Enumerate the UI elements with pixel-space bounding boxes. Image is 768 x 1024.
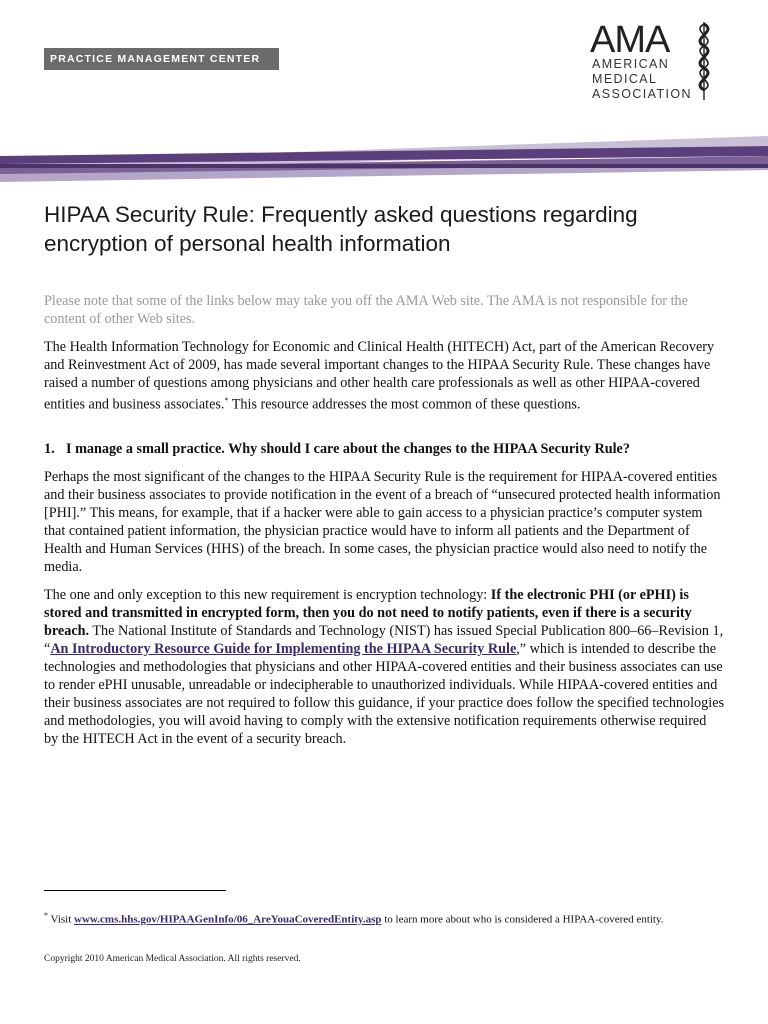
footnote-lead: Visit	[48, 913, 75, 926]
question-1-heading	[44, 440, 724, 458]
intro-text: The Health Information Technology for Economic and Clinical Health (HITECH) Act, part of the American Recovery and Reinvestment Act of 2009, has made several important changes to the HIPAA Security Rule. These changes have raised a number of questions among physicians and other health care professionals as well as other HIPAA-covered entities and business associates.	[44, 339, 715, 413]
footnote-divider	[44, 890, 226, 891]
logo-line-american: AMERICAN	[592, 57, 670, 71]
copyright-notice: Copyright 2010 American Medical Association. All rights reserved.	[44, 954, 301, 964]
logo-line-medical: MEDICAL	[592, 72, 658, 86]
paragraph2-bold: If the electronic PHI (or ePHI) is stored and transmitted in encrypted form, then you do not need to notify patients, even if there is a security breach.	[44, 586, 692, 639]
paragraph2-mid: The National Institute of Standards and Technology (NIST) has issued Special Publication 800–66–Revision 1, “	[44, 622, 724, 657]
question-number: 1.	[44, 440, 55, 457]
paragraph2-lead: The one and only exception to this new requirement is encryption technology:	[44, 586, 491, 603]
ama-logo	[588, 20, 728, 104]
question-text: I manage a small practice. Why should I care about the changes to the HIPAA Security Rule?	[66, 440, 630, 457]
nist-guide-link[interactable]: An Introductory Resource Guide for Implementing the HIPAA Security Rule	[50, 640, 517, 657]
decorative-stripe-band	[0, 134, 768, 190]
logo-line-association: ASSOCIATION	[592, 87, 692, 101]
paragraph2-tail: ,” which is intended to describe the technologies and methodologies that physicians and other HIPAA-covered entities and their business associates can use to render ePHI unusable, unreadable or indecipherable to unauthorized individuals. While HIPAA-covered entities and their business associates are not required to follow this guidance, if your practice does follow the specified technologies and methodologies, you will avoid having to comply with the extensive notification requirements otherwise required by the HITECH Act in the event of a security breach.	[44, 640, 725, 747]
intro-text-after: This resource addresses the most common of these questions.	[228, 396, 581, 413]
offsite-links-note: Please note that some of the links below may take you off the AMA Web site. The AMA is not responsible for the content of other Web sites.	[44, 293, 688, 327]
answer-paragraph-1: Perhaps the most significant of the changes to the HIPAA Security Rule is the requirement for HIPAA-covered entities and their business associates to provide notification in the event of a breach of “unsecured protected health information [PHI].” This means, for example, that if a hacker were able to gain access to a physician practice’s computer system that contained patient information, the physician practice would have to inform all patients and the Department of Health and Human Services (HHS) of the breach. In some cases, the physician practice would also need to notify the media.	[44, 468, 721, 575]
footnote-tail: to learn more about who is considered a HIPAA-covered entity.	[381, 913, 664, 926]
footnote-ref: *	[224, 396, 229, 405]
logo-acronym: AMA	[590, 19, 670, 61]
document-title: HIPAA Security Rule: Frequently asked questions regarding encryption of personal health information	[44, 202, 638, 256]
intro-paragraph	[44, 338, 724, 414]
document-body	[44, 292, 724, 758]
cms-link[interactable]: www.cms.hhs.gov/HIPAAGenInfo/06_AreYouaCoveredEntity.asp	[74, 913, 382, 926]
practice-management-banner: PRACTICE MANAGEMENT CENTER	[44, 48, 279, 70]
footnote	[44, 908, 724, 928]
footnote-marker: *	[44, 911, 48, 920]
answer-paragraph-2	[44, 586, 724, 748]
